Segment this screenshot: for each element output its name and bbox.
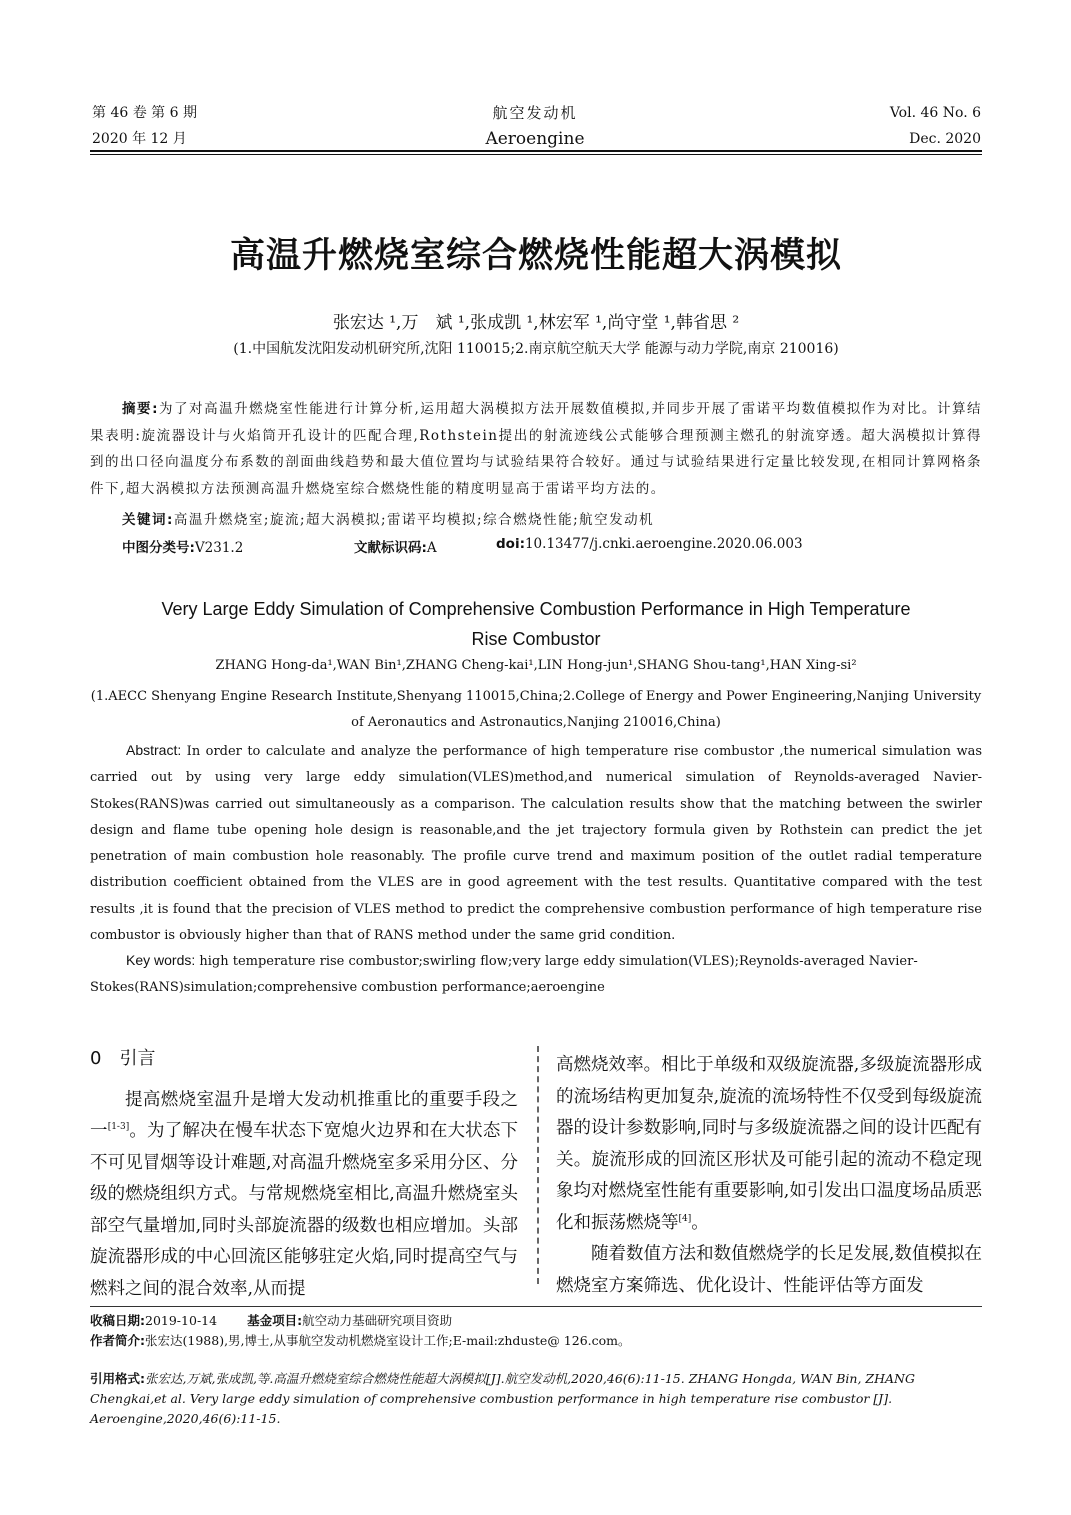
abstract-cn-text: 为了对高温升燃烧室性能进行计算分析,运用超大涡模拟方法开展数值模拟,并同步开展了雷诺平均数值模拟作为对比。计算结果表明:旋流器设计与火焰筒开孔设计的匹配合理,Rothstein提出的射流迹线公式能够合理预测主燃孔的射流穿透。超大涡模拟计算得到的出口径向温度分布系数的剖面曲线趋势和最大值位置均与试验结果符合较好。通过与试验结果进行定量比较发现,在相同计算网格条件下,超大涡模拟方法预测高温升燃烧室综合燃烧性能的精度明显高于雷诺平均方法的。	[90, 401, 982, 497]
keywords-en-label: Key words:	[126, 952, 196, 968]
keywords-cn-text: 高温升燃烧室;旋流;超大涡模拟;雷诺平均模拟;综合燃烧性能;航空发动机	[173, 512, 655, 528]
keywords-en-text: high temperature rise combustor;swirling flow;very large eddy simulation(VLES);Reynolds-averaged Navier-Stokes(RANS)simulation;comprehensive combustion performance;aeroengine	[90, 954, 918, 996]
date-cn: 2020 年 12 月	[92, 131, 187, 147]
footnote-received	[90, 1311, 982, 1331]
doi-value: 10.13477/j.cnki.aeroengine.2020.06.003	[524, 536, 803, 552]
body-column-right	[556, 1050, 982, 1302]
authors-cn: 张宏达 ¹,万 斌 ¹,张成凯 ¹,林宏军 ¹,尚守堂 ¹,韩省思 ²	[332, 313, 740, 333]
article-title-cn: 高温升燃烧室综合燃烧性能超大涡模拟	[229, 235, 842, 276]
journal-name-en: Aeroengine	[485, 129, 585, 149]
body-column-left	[90, 1043, 518, 1305]
paragraph-text: 提高燃烧室温升是增大发动机推重比的重要手段之一	[90, 1089, 518, 1141]
abstract-en-label: Abstract:	[126, 742, 182, 758]
column-divider	[537, 1046, 539, 1284]
doc-code-value: A	[426, 540, 437, 556]
received-value: 2019-10-14	[145, 1313, 218, 1328]
abstract-en	[90, 737, 982, 949]
doi	[496, 536, 803, 552]
footnote-author	[90, 1331, 982, 1351]
body-paragraph	[90, 1085, 518, 1306]
citation-format	[90, 1369, 982, 1429]
paragraph-text: 高燃烧效率。相比于单级和双级旋流器,多级旋流器形成的流场结构更加复杂,旋流的流场特性不仅受到每级旋流器的设计参数影响,同时与多级旋流器之间的设计匹配有关。旋流形成的回流区形状及可能引起的流动不稳定现象均对燃烧室性能有重要影响,如引发出口温度场品质恶化和振荡燃烧等	[556, 1055, 982, 1233]
volume-cn: 第 46 卷 第 6 期	[92, 105, 197, 121]
paragraph-text: 。	[691, 1212, 709, 1233]
footnote-rule	[90, 1306, 982, 1307]
volume-en: Vol. 46 No. 6	[889, 105, 981, 121]
fund-label: 基金项目:	[247, 1313, 303, 1328]
citation-value: 张宏达,万斌,张成凯,等.高温升燃烧室综合燃烧性能超大涡模拟[J].航空发动机,2020,46(6):11-15. ZHANG Hongda, WAN Bin, ZHANG Chengkai,et al. Very large eddy simulation of comprehensive combustion performance in high temperature rise combustor [J]. Aeroengine,2020,46(6):11-15.	[90, 1371, 915, 1426]
abstract-cn	[90, 396, 982, 502]
keywords-en	[90, 947, 982, 1002]
doi-label: doi:	[496, 536, 525, 552]
article-title-en: Very Large Eddy Simulation of Comprehensive Combustion Performance in High Temperature Rise Combustor	[161, 599, 911, 649]
abstract-cn-label: 摘要:	[122, 401, 159, 417]
author-bio-value: 张宏达(1988),男,博士,从事航空发动机燃烧室设计工作;E-mail:zhduste@ 126.com。	[145, 1333, 631, 1348]
clc-number	[122, 536, 243, 556]
header-left	[92, 100, 197, 152]
fund-value: 航空动力基础研究项目资助	[302, 1313, 453, 1328]
clc-value: V231.2	[194, 540, 244, 556]
body-paragraph	[556, 1050, 982, 1239]
abstract-en-text: In order to calculate and analyze the performance of high temperature rise combustor ,the numerical simulation was carried out by using very large eddy simulation(VLES)method,and numerical simulation of Reynolds-averaged Navier-Stokes(RANS)was carried out simultaneously as a comparison. The calculation results show that the matching between the swirler design and flame tube opening hole design is reasonable,and the jet trajectory formula given by Rothstein can predict the jet penetration of main combustion hole reasonably. The profile curve trend and maximum position of the outlet radial temperature distribution coefficient obtained from the VLES are in good agreement with the test results. Quantitative compared with the test results ,it is found that the precision of VLES method to predict the comprehensive combustion performance of high temperature rise combustor is obviously higher than that of RANS method under the same grid condition.	[90, 744, 982, 944]
clc-label: 中图分类号:	[122, 540, 195, 556]
authors-en: ZHANG Hong-da¹,WAN Bin¹,ZHANG Cheng-kai¹,LIN Hong-jun¹,SHANG Shou-tang¹,HAN Xing-si²	[215, 658, 857, 673]
header-rule-thick	[90, 150, 982, 152]
paragraph-text: 。为了解决在慢车状态下宽熄火边界和在大状态下不可见冒烟等设计难题,对高温升燃烧室多采用分区、分级的燃烧组织方式。与常规燃烧室相比,高温升燃烧室头部空气量增加,同时头部旋流器的级数也相应增加。头部旋流器形成的中心回流区能够驻定火焰,同时提高空气与燃料之间的混合效率,从而提	[90, 1121, 519, 1299]
document-code	[354, 536, 437, 556]
author-bio-label: 作者简介:	[90, 1333, 145, 1348]
citation-ref: [4]	[678, 1213, 692, 1224]
date-en: Dec. 2020	[909, 131, 981, 147]
affiliation-cn: (1.中国航发沈阳发动机研究所,沈阳 110015;2.南京航空航天大学 能源与动力学院,南京 210016)	[233, 341, 839, 357]
header-right	[890, 100, 981, 152]
affiliation-en: (1.AECC Shenyang Engine Research Institute,Shenyang 110015,China;2.College of Energy and Power Engineering,Nanjing University of Aeronautics and Astronautics,Nanjing 210016,China)	[90, 689, 982, 730]
section-heading: 0 引言	[90, 1048, 156, 1069]
received-label: 收稿日期:	[90, 1313, 145, 1328]
body-paragraph: 随着数值方法和数值燃烧学的长足发展,数值模拟在燃烧室方案筛选、优化设计、性能评估等方面发	[556, 1244, 982, 1296]
header-rule-thin	[90, 154, 982, 155]
header-center	[435, 100, 635, 152]
citation-label: 引用格式:	[90, 1371, 145, 1386]
keywords-cn	[122, 508, 982, 528]
doc-code-label: 文献标识码:	[354, 540, 427, 556]
journal-name-cn: 航空发动机	[492, 104, 578, 122]
keywords-cn-label: 关键词:	[122, 512, 174, 528]
citation-ref: [1-3]	[107, 1122, 130, 1133]
